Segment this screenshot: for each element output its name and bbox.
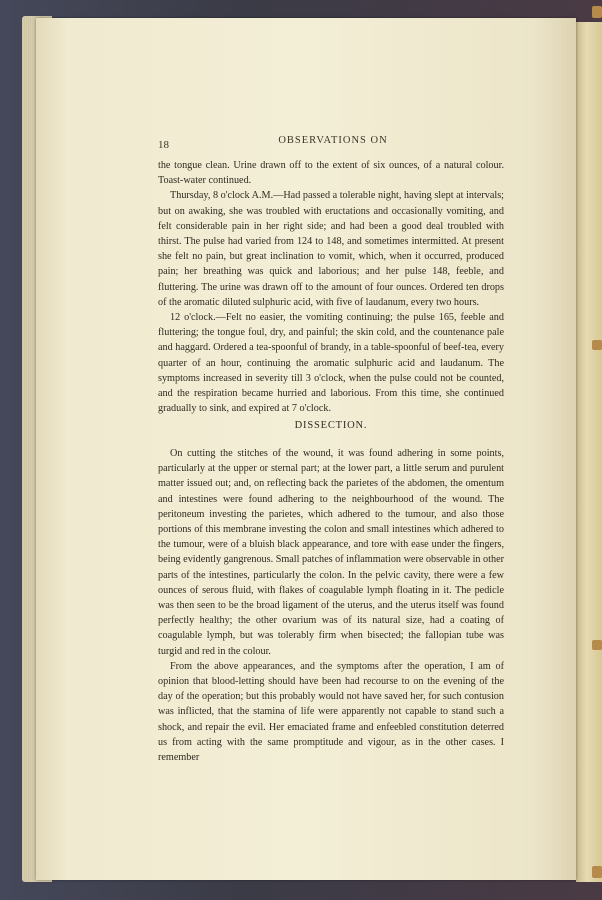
page-tab — [592, 340, 602, 350]
paragraph: 12 o'clock.—Felt no easier, the vomiting continuing; the pulse 165, feeble and fluttering; the tongue foul, dry, and painful; the skin cold, and the countenance pale and haggard. Ordered a tea-spoonful of brandy, in a table-spoonful of beef-tea, every quarter of an hour, continuing the aromatic sulphuric acid and laudanum. The symptoms increased in severity till 3 o'clock, when the pulse could not be counted, and the respiration became hurried and laborious. From this time, she continued gradually to sink, and expired at 7 o'clock. — [158, 312, 504, 415]
page-header — [158, 135, 508, 151]
page-number: 18 — [158, 139, 169, 151]
facing-page-edge — [576, 22, 602, 882]
paragraph: From the above appearances, and the symptoms after the operation, I am of opinion that blood-letting should have been had recourse to on the evening of the day of the operation; but this probably would not have saved her, for such contusion was inflicted, that the stamina of life were apparently not capable to stand such a shock, and repair the evil. Her emaciated frame and enfeebled constitution deterred us from acting with the same promptitude and vigour, as in the other cases. I remember — [158, 660, 504, 764]
section-title: DISSECTION. — [294, 420, 368, 431]
paragraph: Thursday, 8 o'clock A.M.—Had passed a tolerable night, having slept at intervals; but on awaking, she was troubled with eructations and occasionally vomiting, and felt considerable pain in her right side; and had been a good deal troubled with thirst. The pulse had varied from 124 to 148, and sometimes intermitted. At present she felt no pain, but great inclination to vomit, which, when it occurred, produced pain; her breathing was quick and laborious; and her pulse 148, feeble, and fluttering. The urine was drawn off to the amount of four ounces. Ordered ten drops of the aromatic diluted sulphuric acid, with five of laudanum, every two hours. — [158, 190, 504, 308]
running-head: OBSERVATIONS ON — [278, 135, 388, 146]
paragraph: On cutting the stitches of the wound, it was found adhering in some points, particularly at the upper or sternal part; at the lower part, a little serum and purulent matter issued out; and, on reflecting back the parietes of the abdomen, the omentum and intestines were found adhering to the neighbourhood of the wound. The peritoneum investing the parietes, which adhered to the tumour, and also those portions of this membrane investing the colon and small intestines which adhered to the tumour, were of a bluish black appearance, and tore with ease under the fingers, being evidently gangrenous. Small patches of inflammation were observable in other parts of the intestines, particularly the colon. In the pelvic cavity, there were a few ounces of serous fluid, with flakes of coagulable lymph floating in it. The pedicle was then seen to be the broad ligament of the uterus, and the uterus itself was found perfectly healthy; the other ovarium was of its natural size, had a coating of coagulable lymph, but was tolerably firm when bisected; the fallopian tube was turgid and red in the colour. — [158, 448, 504, 657]
paragraph: the tongue clean. Urine drawn off to the extent of six ounces, of a natural colour. Toast-water continued. — [158, 160, 504, 187]
dissection-text — [158, 446, 504, 765]
page-tab — [592, 866, 602, 878]
page-tab — [592, 6, 602, 18]
page-tab — [592, 640, 602, 650]
case-report-text — [158, 158, 504, 416]
